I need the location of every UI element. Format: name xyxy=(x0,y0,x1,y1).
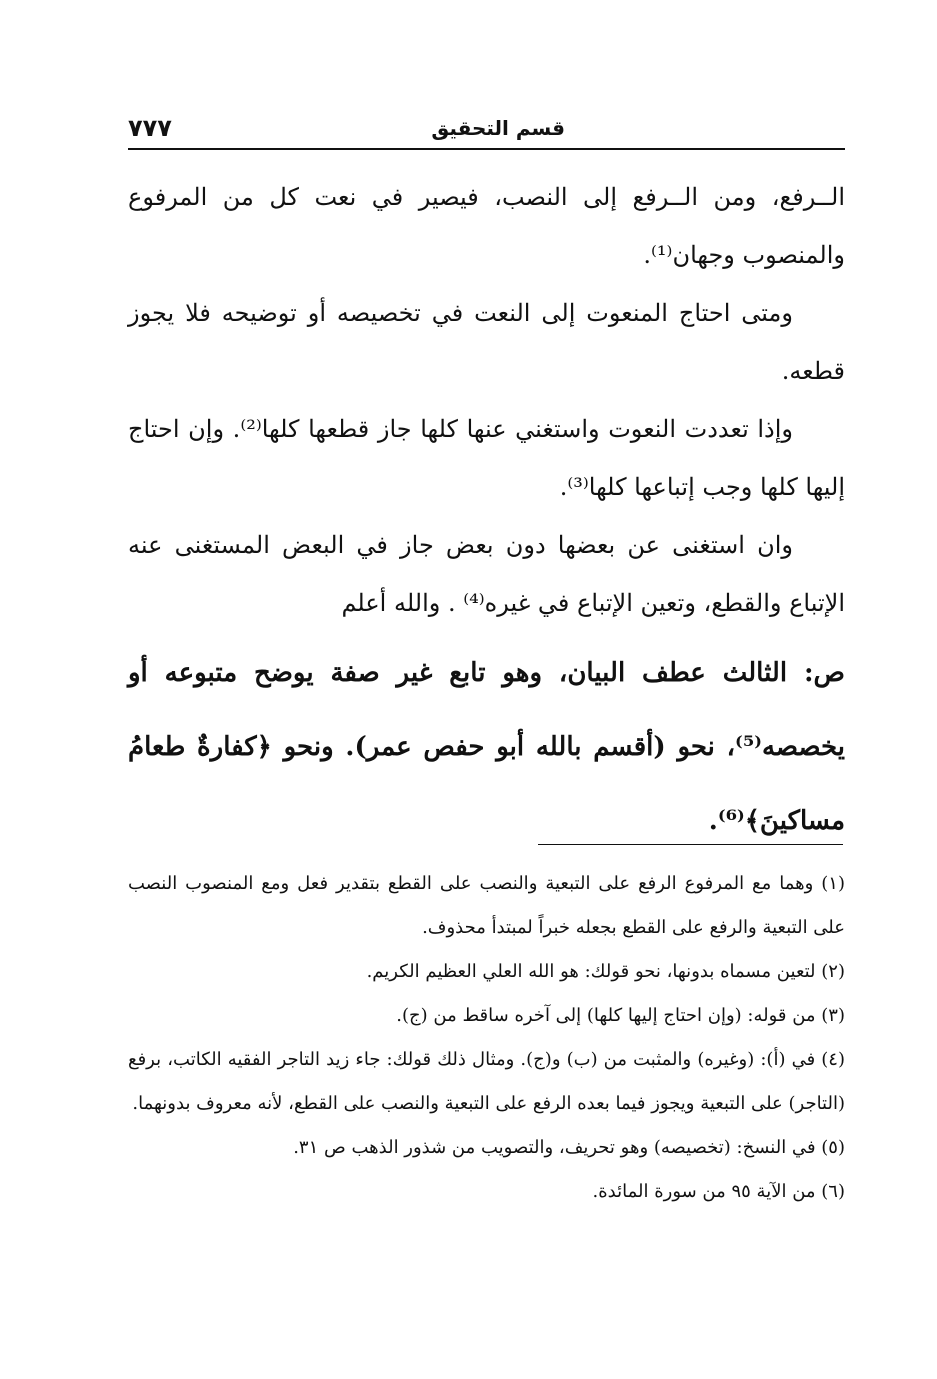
paragraph-1: الــرفع، ومن الــرفع إلى النصب، فيصير في نعت كل من المرفوع والمنصوب وجهان⁽¹⁾. xyxy=(128,183,845,269)
running-title: قسم التحقيق xyxy=(431,116,565,140)
paragraph-2: ومتى احتاج المنعوت إلى النعت في تخصيصه أو توضيحه فلا يجوز قطعه. xyxy=(128,299,845,385)
footnote-1: (١) وهما مع المرفوع الرفع على التبعية والنصب على القطع بتقدير فعل ومع المنصوب النصب على التبعية والرفع على القطع بجعله خبراً لمبتدأ محذوف. xyxy=(128,873,845,938)
page-number: ٧٧٧ xyxy=(128,114,172,142)
paragraph-4: وان استغنى عن بعضها دون بعض جاز في البعض المستغنى عنه الإتباع والقطع، وتعين الإتباع في غيره⁽⁴⁾ . والله أعلم xyxy=(128,531,845,617)
footnote-4: (٤) في (أ): (وغيره) والمثبت من (ب) و(ج). ومثال ذلك قولك: جاء زيد التاجر الفقيه الكاتب، برفع (التاجر) على التبعية ويجوز فيما بعده الرفع على التبعية والنصب على القطع، لأنه معروف بدونهما. xyxy=(128,1049,845,1114)
footnote-2: (٢) لتعين مسماه بدونها، نحو قولك: هو الله العلي العظيم الكريم. xyxy=(366,961,845,982)
footnotes xyxy=(128,862,845,1214)
paragraph-3: وإذا تعددت النعوت واستغني عنها كلها جاز قطعها كلها⁽²⁾. وإن احتاج إليها كلها وجب إتباعها كلها⁽³⁾. xyxy=(128,415,845,501)
page-header xyxy=(128,110,845,150)
footnote-6: (٦) من الآية ٩٥ من سورة المائدة. xyxy=(592,1181,845,1202)
footnote-3: (٣) من قوله: (وإن احتاج إليها كلها) إلى آخره ساقط من (ج). xyxy=(396,1005,845,1026)
footnote-divider xyxy=(538,844,843,845)
footnote-5: (٥) في النسخ: (تخصيصه) وهو تحريف، والتصويب من شذور الذهب ص ٣١. xyxy=(293,1137,845,1158)
paragraph-5-matn: ص: الثالث عطف البيان، وهو تابع غير صفة يوضح متبوعه أو يخصصه⁽⁵⁾، نحو (أقسم بالله أبو حفص عمر). ونحو ﴿كفارةٌ طعامُ مساكينَ﴾⁽⁶⁾. xyxy=(128,658,845,836)
main-text xyxy=(128,168,845,858)
